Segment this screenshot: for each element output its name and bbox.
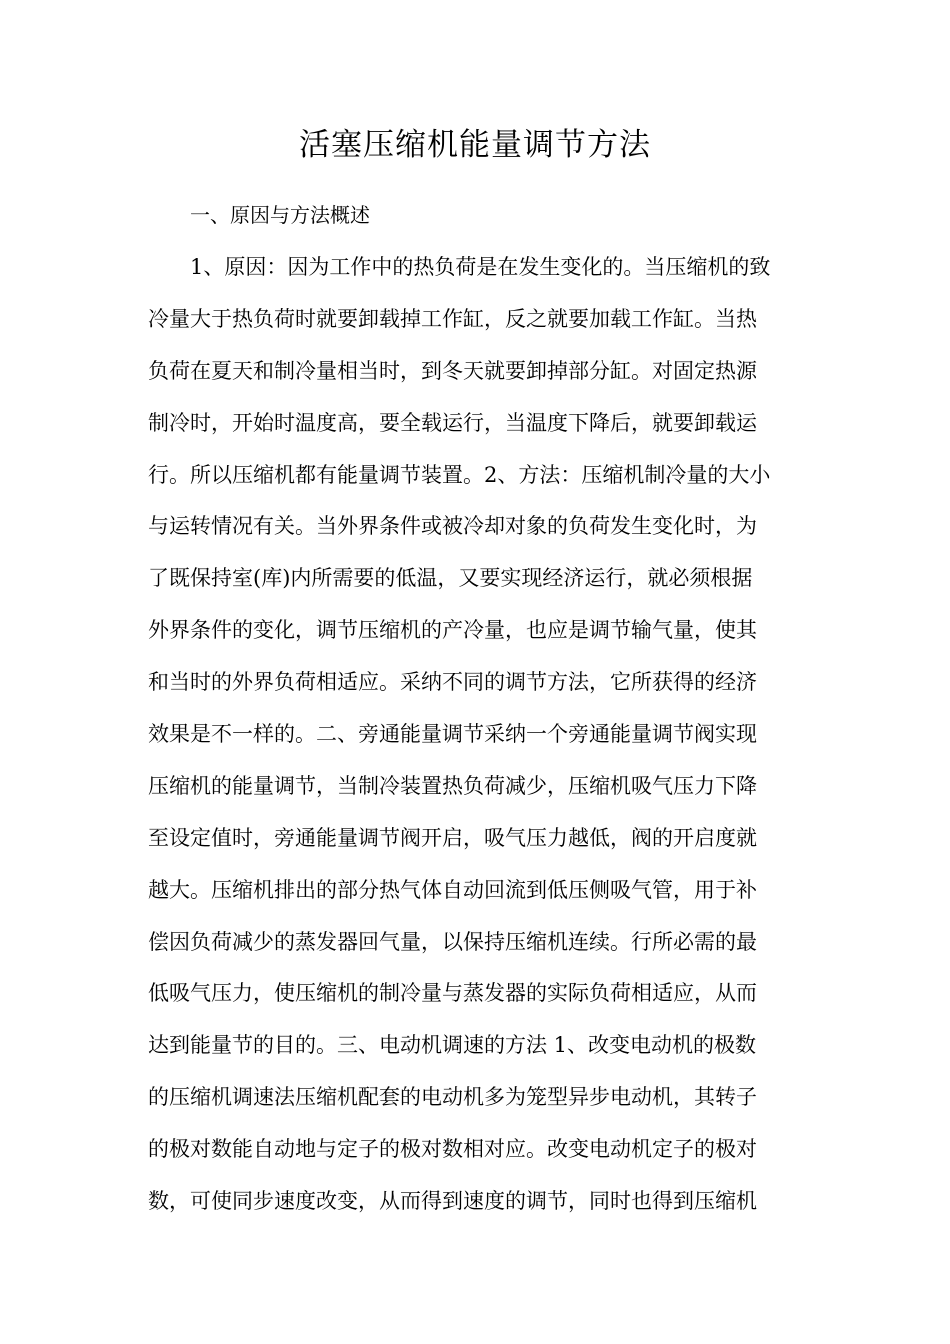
body-line: 至设定值时，旁通能量调节阀开启，吸气压力越低，阀的开启度就: [148, 825, 757, 850]
body-text: [148, 248, 808, 1234]
body-line: 的压缩机调速法压缩机配套的电动机多为笼型异步电动机，其转子: [148, 1085, 757, 1110]
body-line: 效果是不一样的。二、旁通能量调节采纳一个旁通能量调节阀实现: [148, 722, 757, 747]
body-line: 达到能量节的目的。三、电动机调速的方法 1、改变电动机的极数: [148, 1033, 757, 1058]
body-line: 的极对数能自动地与定子的极对数相对应。改变电动机定子的极对: [148, 1137, 757, 1162]
body-line: 制冷时，开始时温度高，要全载运行，当温度下降后，就要卸载运: [148, 410, 757, 435]
body-line: 冷量大于热负荷时就要卸载掉工作缸，反之就要加载工作缸。当热: [148, 306, 757, 331]
body-line: 偿因负荷减少的蒸发器回气量，以保持压缩机连续。行所必需的最: [148, 929, 757, 954]
section-heading: 一、原因与方法概述: [190, 203, 370, 227]
body-line: 外界条件的变化，调节压缩机的产冷量，也应是调节输气量，使其: [148, 618, 757, 643]
body-line: 负荷在夏天和制冷量相当时，到冬天就要卸掉部分缸。对固定热源: [148, 358, 757, 383]
body-line: 数，可使同步速度改变，从而得到速度的调节，同时也得到压缩机: [148, 1189, 757, 1214]
body-line: 和当时的外界负荷相适应。采纳不同的调节方法，它所获得的经济: [148, 670, 757, 695]
document-title: 活塞压缩机能量调节方法: [299, 127, 651, 163]
body-line: 压缩机的能量调节，当制冷装置热负荷减少，压缩机吸气压力下降: [148, 773, 757, 798]
body-line: 行。所以压缩机都有能量调节装置。2、方法：压缩机制冷量的大小: [148, 462, 771, 487]
body-line: 越大。压缩机排出的部分热气体自动回流到低压侧吸气管，用于补: [148, 877, 757, 902]
body-line: 1、原因：因为工作中的热负荷是在发生变化的。当压缩机的致: [190, 255, 771, 279]
body-line: 与运转情况有关。当外界条件或被冷却对象的负荷发生变化时，为: [148, 514, 757, 539]
body-line: 低吸气压力，使压缩机的制冷量与蒸发器的实际负荷相适应，从而: [148, 981, 757, 1006]
body-line: 了既保持室(库)内所需要的低温，又要实现经济运行，就必须根据: [148, 566, 753, 591]
